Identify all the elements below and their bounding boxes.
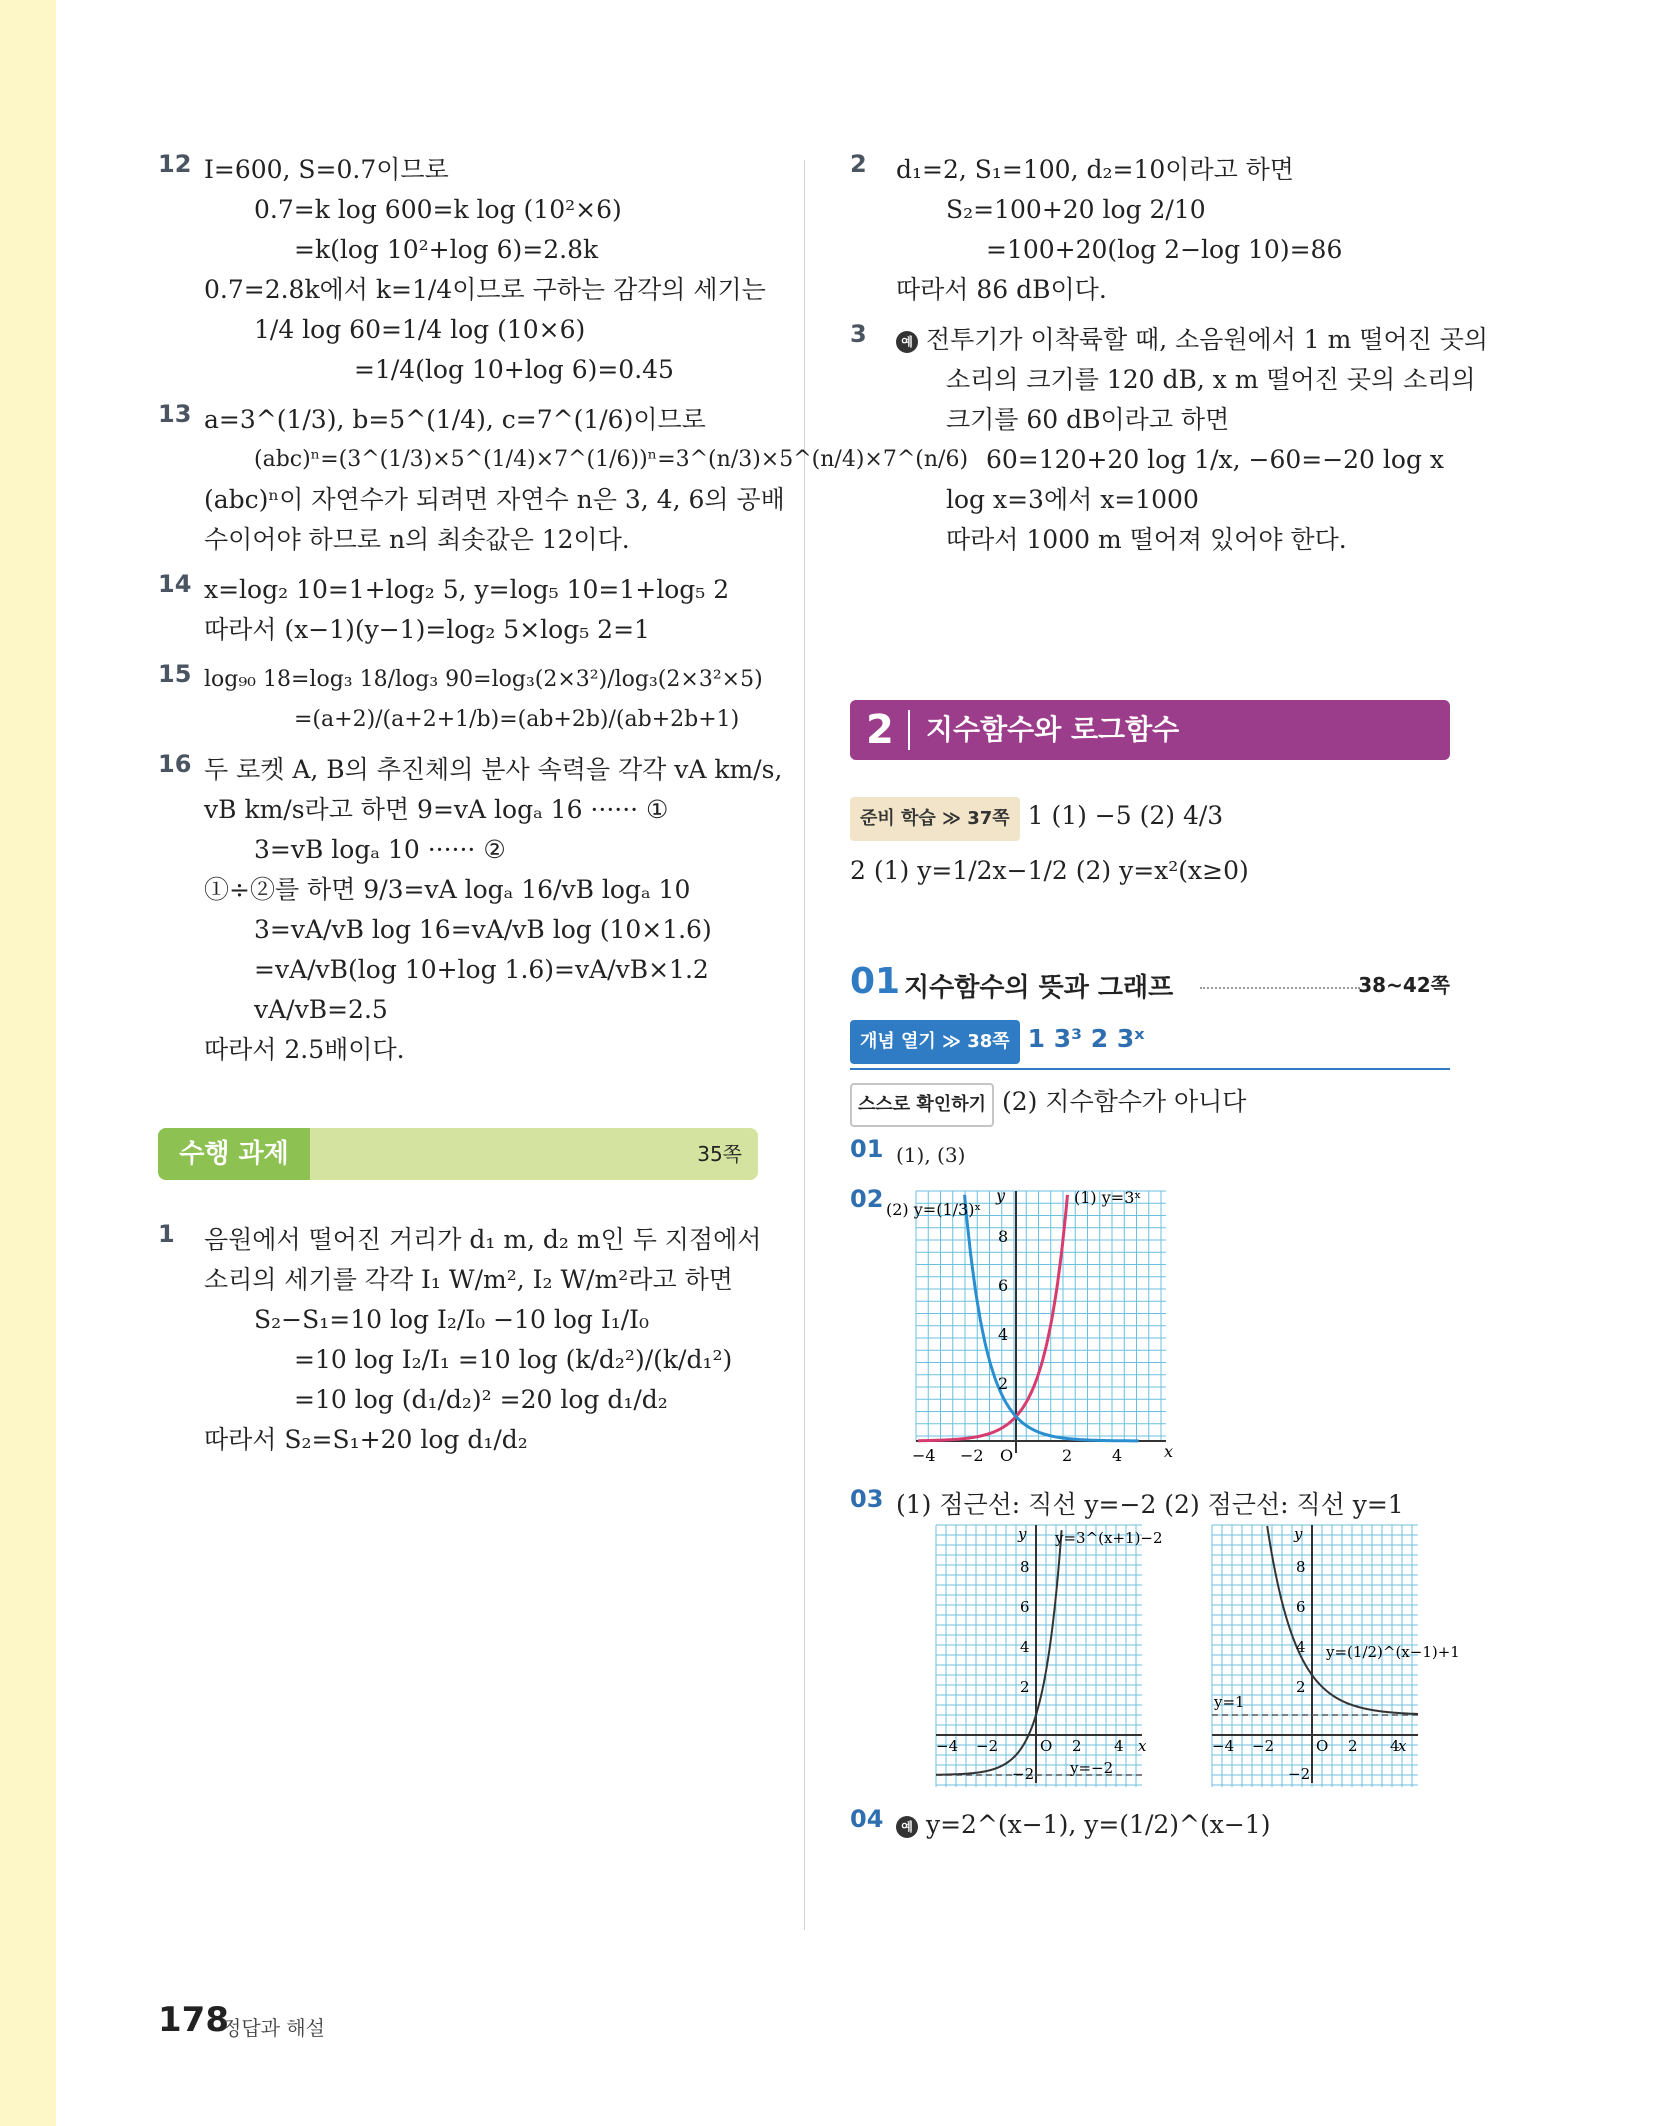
answer-01 bbox=[850, 1135, 1450, 1175]
asymptote-label: y=−2 bbox=[1070, 1759, 1114, 1777]
answer-line: x=log₂ 10=1+log₂ 5, y=log₅ 10=1+log₅ 2 bbox=[204, 575, 730, 604]
answer-line: d₁=2, S₁=100, d₂=10이라고 하면 bbox=[896, 155, 1294, 184]
asymptote-label: y=1 bbox=[1214, 1693, 1245, 1711]
page-number: 178 bbox=[158, 2000, 229, 2040]
axis-y-label: y bbox=[1294, 1525, 1303, 1543]
question-number: 1 bbox=[158, 1220, 175, 1248]
footer-label: 정답과 해설 bbox=[222, 2016, 325, 2040]
answer-line: =1/4(log 10+log 6)=0.45 bbox=[354, 355, 674, 384]
answer-line: 0.7=k log 600=k log (10²×6) bbox=[254, 195, 622, 224]
graphs-03 bbox=[896, 1525, 1460, 1795]
concept-line bbox=[850, 1019, 1450, 1064]
axis-y-label: y bbox=[1018, 1525, 1027, 1543]
question-number: 16 bbox=[158, 750, 192, 778]
answer-line: y=2^(x−1), y=(1/2)^(x−1) bbox=[925, 1810, 1271, 1839]
answer-line: (abc)ⁿ이 자연수가 되려면 자연수 n은 3, 4, 6의 공배 bbox=[204, 485, 785, 514]
answer-line: =(a+2)/(a+2+1/b)=(ab+2b)/(ab+2b+1) bbox=[294, 707, 740, 732]
page-sidebar-strip bbox=[0, 0, 56, 2126]
answer-line: 두 로켓 A, B의 추진체의 분사 속력을 각각 vA km/s, bbox=[204, 755, 783, 784]
chapter-header bbox=[850, 700, 1450, 760]
answer-line: 따라서 1000 m 떨어져 있어야 한다. bbox=[946, 525, 1347, 554]
answer-line: 1/4 log 60=1/4 log (10×6) bbox=[254, 315, 586, 344]
chapter-number: 2 bbox=[866, 707, 894, 753]
x-tick: O bbox=[1000, 1446, 1014, 1465]
answer-line: =10 log I₂/I₁ =10 log (k/d₂²)/(k/d₁²) bbox=[294, 1345, 733, 1374]
answer-line: 3=vB logₐ 10 ······ ② bbox=[254, 835, 506, 864]
answer-line: 수이어야 하므로 n의 최솟값은 12이다. bbox=[204, 525, 630, 554]
curve-label: y=(1/2)^(x−1)+1 bbox=[1326, 1643, 1460, 1661]
selfcheck-line bbox=[850, 1082, 1450, 1127]
x-tick: O bbox=[1040, 1737, 1053, 1755]
y-tick: 4 bbox=[1020, 1638, 1030, 1656]
answer-line: 소리의 세기를 각각 I₁ W/m², I₂ W/m²라고 하면 bbox=[204, 1265, 733, 1294]
question-number: 14 bbox=[158, 570, 192, 598]
curve-half-pow-xminus1-plus1 bbox=[1267, 1526, 1418, 1714]
answer-line: 0.7=2.8k에서 k=1/4이므로 구하는 감각의 세기는 bbox=[204, 275, 766, 304]
section-pages: 38~42쪽 bbox=[1358, 973, 1450, 997]
graph-grid bbox=[936, 1525, 1142, 1787]
right-column bbox=[850, 150, 1488, 1855]
x-tick: 4 bbox=[1114, 1737, 1124, 1755]
task-answer-1 bbox=[158, 1220, 762, 1460]
y-tick: 4 bbox=[1296, 1638, 1306, 1656]
selfcheck-label: 스스로 확인하기 bbox=[850, 1083, 994, 1127]
chapter-title: 지수함수와 로그함수 bbox=[926, 713, 1180, 746]
question-number: 2 bbox=[850, 150, 867, 178]
question-number: 3 bbox=[850, 320, 867, 348]
y-tick: 8 bbox=[1020, 1558, 1030, 1576]
x-tick: 4 bbox=[1112, 1446, 1123, 1465]
y-tick: 8 bbox=[1296, 1558, 1306, 1576]
y-tick: 6 bbox=[1296, 1598, 1306, 1616]
task-section-bar bbox=[158, 1128, 758, 1180]
x-tick: 4 bbox=[1390, 1737, 1400, 1755]
x-tick: −4 bbox=[1212, 1737, 1235, 1755]
x-tick: 2 bbox=[1062, 1446, 1073, 1465]
answer-16 bbox=[158, 750, 783, 1070]
question-number: 12 bbox=[158, 150, 192, 178]
graph-03-pair bbox=[850, 1525, 1460, 1791]
task-section-title: 수행 과제 bbox=[158, 1128, 310, 1180]
question-number: 02 bbox=[850, 1185, 884, 1213]
graph-grid bbox=[916, 1191, 1166, 1441]
answer-line: (1), (3) bbox=[896, 1143, 966, 1167]
chapter-divider bbox=[908, 710, 910, 750]
prep-line-2: 2 (1) y=1/2x−1/2 (2) y=x²(x≥0) bbox=[850, 856, 1249, 885]
section-title: 지수함수의 뜻과 그래프 bbox=[904, 973, 1174, 1003]
answer-line: S₂=100+20 log 2/10 bbox=[946, 195, 1206, 224]
curve-label: y=3^(x+1)−2 bbox=[1055, 1529, 1163, 1547]
task-answer-2 bbox=[850, 150, 1450, 310]
answer-line: log₉₀ 18=log₃ 18/log₃ 90=log₃(2×3²)/log₃(2×3²×5) bbox=[204, 667, 763, 692]
answer-line: =100+20(log 2−log 10)=86 bbox=[986, 235, 1343, 264]
axis-x-label: x bbox=[1398, 1737, 1407, 1755]
prep-badge: 준비 학습 ≫ 37쪽 bbox=[850, 797, 1020, 841]
answer-line: 따라서 86 dB이다. bbox=[896, 275, 1107, 304]
y-tick: 6 bbox=[998, 1276, 1009, 1295]
x-tick: −2 bbox=[960, 1446, 984, 1465]
answer-line: 따라서 S₂=S₁+20 log d₁/d₂ bbox=[204, 1425, 528, 1454]
answer-line: vB km/s라고 하면 9=vA logₐ 16 ······ ① bbox=[204, 795, 669, 824]
answer-04 bbox=[850, 1805, 1450, 1845]
answer-line: (abc)ⁿ=(3^(1/3)×5^(1/4)×7^(1/6))ⁿ=3^(n/3)×5^(n/4)×7^(n/6) bbox=[254, 447, 969, 472]
x-tick: −2 bbox=[976, 1737, 999, 1755]
y-tick: 4 bbox=[998, 1325, 1009, 1344]
answer-line: =vA/vB(log 10+log 1.6)=vA/vB×1.2 bbox=[254, 955, 709, 984]
answer-02 bbox=[850, 1185, 1450, 1475]
answer-line: =10 log (d₁/d₂)² =20 log d₁/d₂ bbox=[294, 1385, 668, 1414]
y-tick: 2 bbox=[998, 1374, 1009, 1393]
prep-line-1 bbox=[850, 796, 1450, 841]
y-tick: 8 bbox=[998, 1227, 1009, 1246]
answer-line: 전투기가 이착륙할 때, 소음원에서 1 m 떨어진 곳의 bbox=[925, 325, 1488, 354]
y-tick: 2 bbox=[1296, 1678, 1306, 1696]
answer-line: (1) 점근선: 직선 y=−2 (2) 점근선: 직선 y=1 bbox=[896, 1490, 1404, 1519]
y-tick: 6 bbox=[1020, 1598, 1030, 1616]
answer-14 bbox=[158, 570, 758, 650]
concept-rule bbox=[850, 1068, 1450, 1070]
question-number: 01 bbox=[850, 1135, 884, 1163]
answer-line: ①÷②를 하면 9/3=vA logₐ 16/vB logₐ 10 bbox=[204, 875, 691, 904]
answer-line: 따라서 (x−1)(y−1)=log₂ 5×log₅ 2=1 bbox=[204, 615, 650, 644]
answer-line: =k(log 10²+log 6)=2.8k bbox=[294, 235, 599, 264]
answer-line: S₂−S₁=10 log I₂/I₀ −10 log I₁/I₀ bbox=[254, 1305, 650, 1334]
y-tick: 2 bbox=[1020, 1678, 1030, 1696]
column-divider bbox=[804, 160, 805, 1930]
section-header bbox=[850, 961, 1450, 1011]
answer-line: vA/vB=2.5 bbox=[254, 995, 388, 1024]
answer-line: 3=vA/vB log 16=vA/vB log (10×1.6) bbox=[254, 915, 712, 944]
question-number: 03 bbox=[850, 1485, 884, 1513]
concept-answers: 1 3³ 2 3ˣ bbox=[1027, 1024, 1145, 1053]
x-tick: −2 bbox=[1252, 1737, 1275, 1755]
section-leader-dots bbox=[1200, 987, 1360, 989]
selfcheck-text: (2) 지수함수가 아니다 bbox=[1001, 1087, 1247, 1116]
y-tick: −2 bbox=[1288, 1765, 1311, 1783]
x-tick: 2 bbox=[1348, 1737, 1358, 1755]
axis-x-label: x bbox=[1164, 1442, 1174, 1461]
concept-badge: 개념 열기 ≫ 38쪽 bbox=[850, 1020, 1020, 1064]
answer-line: 60=120+20 log 1/x, −60=−20 log x bbox=[986, 445, 1445, 474]
answer-line: 따라서 2.5배이다. bbox=[204, 1035, 405, 1064]
answer-03 bbox=[850, 1485, 1460, 1795]
answer-15 bbox=[158, 660, 763, 740]
label-curve-left: (2) y=(1/3)ˣ bbox=[886, 1200, 982, 1219]
x-tick: −4 bbox=[912, 1446, 936, 1465]
task-section-page: 35쪽 bbox=[697, 1142, 742, 1166]
answer-line: a=3^(1/3), b=5^(1/4), c=7^(1/6)이므로 bbox=[204, 405, 706, 434]
question-number: 04 bbox=[850, 1805, 884, 1833]
answer-13 bbox=[158, 400, 969, 560]
x-tick: 2 bbox=[1072, 1737, 1082, 1755]
answer-line: log x=3에서 x=1000 bbox=[946, 485, 1199, 514]
task-answer-3 bbox=[850, 320, 1488, 560]
answer-line: 소리의 크기를 120 dB, x m 떨어진 곳의 소리의 bbox=[946, 365, 1476, 394]
answer-line: 음원에서 떨어진 거리가 d₁ m, d₂ m인 두 지점에서 bbox=[204, 1225, 762, 1254]
y-tick: −2 bbox=[1012, 1765, 1035, 1783]
graph-02 bbox=[886, 1185, 1216, 1465]
example-icon: 예 bbox=[896, 331, 918, 353]
section-number: 01 bbox=[850, 961, 901, 1002]
x-tick: O bbox=[1316, 1737, 1329, 1755]
label-curve-right: (1) y=3ˣ bbox=[1074, 1188, 1142, 1207]
axis-x-label: x bbox=[1138, 1737, 1147, 1755]
axis-y-label: y bbox=[996, 1186, 1006, 1205]
prep-answer: 1 (1) −5 (2) 4/3 bbox=[1027, 801, 1224, 830]
answer-12 bbox=[158, 150, 766, 390]
x-tick: −4 bbox=[936, 1737, 959, 1755]
question-number: 15 bbox=[158, 660, 192, 688]
example-icon: 예 bbox=[896, 1816, 918, 1838]
answer-line: I=600, S=0.7이므로 bbox=[204, 155, 449, 184]
question-number: 13 bbox=[158, 400, 192, 428]
answer-line: 크기를 60 dB이라고 하면 bbox=[946, 405, 1230, 434]
